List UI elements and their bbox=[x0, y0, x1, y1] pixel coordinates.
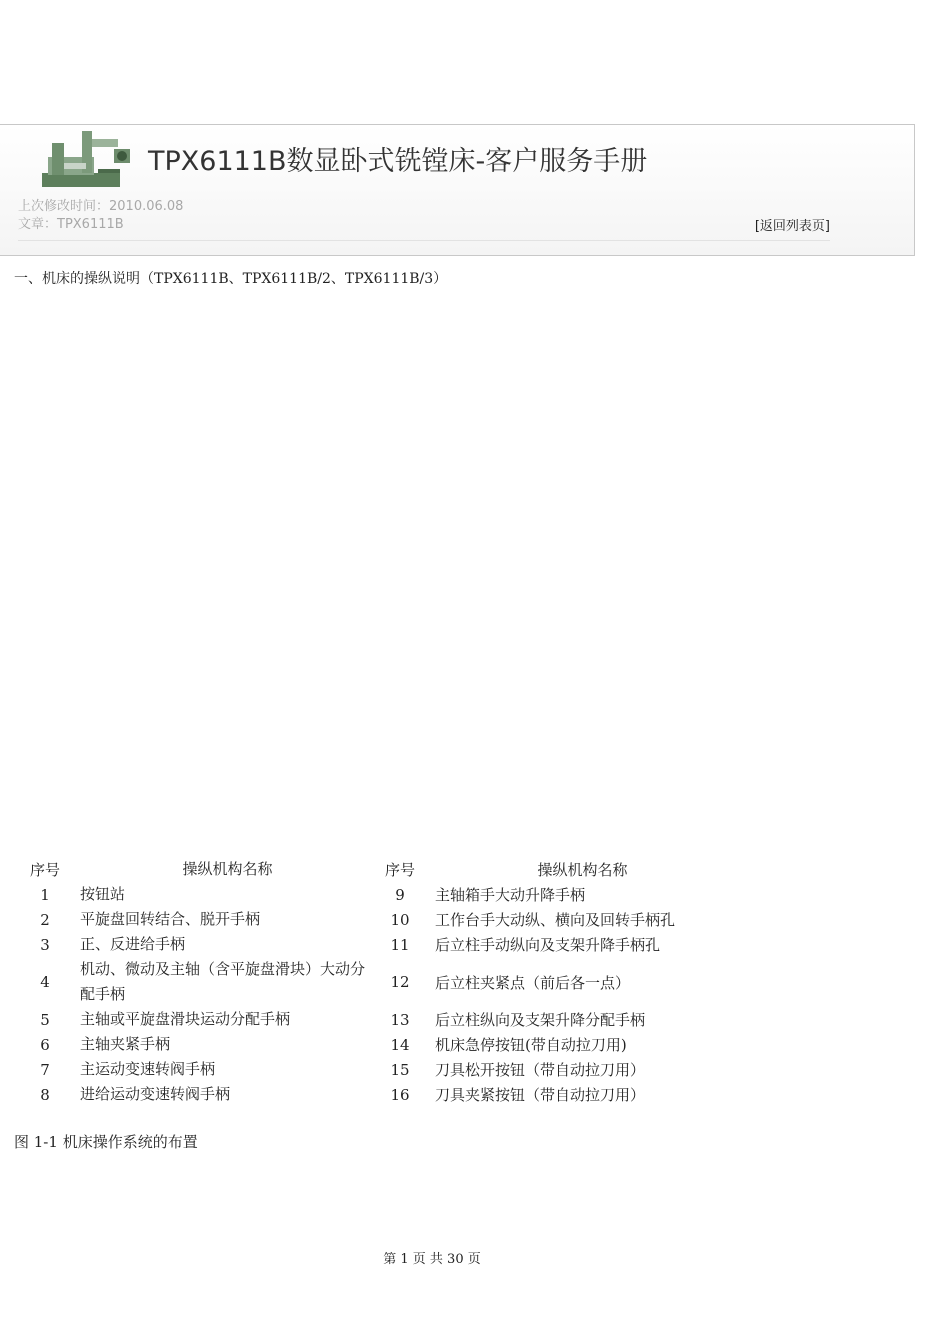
table-row bbox=[20, 1057, 730, 1082]
row-number: 10 bbox=[390, 910, 410, 929]
page-title: TPX6111B数显卧式铣镗床-客户服务手册 bbox=[148, 146, 648, 177]
row-number: 4 bbox=[40, 973, 50, 991]
column-header-number: 序号 bbox=[384, 861, 415, 879]
header-banner bbox=[0, 124, 915, 256]
row-number: 3 bbox=[40, 935, 50, 954]
figure-caption: 图 1-1 机床操作系统的布置 bbox=[14, 1133, 198, 1151]
row-number: 7 bbox=[40, 1060, 50, 1079]
figure-placeholder bbox=[14, 295, 914, 840]
row-number: 12 bbox=[390, 973, 410, 991]
control-name: 主轴或平旋盘滑块运动分配手柄 bbox=[80, 1010, 291, 1028]
table-row bbox=[20, 1082, 730, 1107]
row-number: 5 bbox=[40, 1010, 50, 1029]
milling-machine-logo bbox=[38, 129, 134, 197]
table-header-row bbox=[20, 857, 730, 882]
table-row bbox=[20, 1007, 730, 1032]
row-number: 16 bbox=[390, 1085, 410, 1104]
control-name: 平旋盘回转结合、脱开手柄 bbox=[80, 910, 261, 928]
row-number: 2 bbox=[40, 910, 50, 929]
column-header-number: 序号 bbox=[29, 861, 60, 879]
control-name: 刀具松开按钮（带自动拉刀用） bbox=[435, 1061, 646, 1079]
table-row bbox=[20, 957, 730, 1007]
control-name: 机床急停按钮(带自动拉刀用) bbox=[435, 1036, 627, 1054]
control-name: 主轴箱手大动升降手柄 bbox=[435, 886, 586, 904]
article-label: 文章：TPX6111B bbox=[18, 217, 124, 232]
control-name: 后立柱纵向及支架升降分配手柄 bbox=[435, 1011, 646, 1029]
row-number: 1 bbox=[40, 885, 50, 904]
table-row bbox=[20, 1032, 730, 1057]
table-row bbox=[20, 882, 730, 907]
control-name: 按钮站 bbox=[80, 885, 126, 903]
row-number: 15 bbox=[390, 1060, 410, 1079]
control-name: 工作台手大动纵、横向及回转手柄孔 bbox=[435, 911, 676, 929]
control-name: 后立柱夹紧点（前后各一点） bbox=[435, 973, 631, 992]
column-header-name: 操纵机构名称 bbox=[182, 860, 273, 878]
table-row bbox=[20, 907, 730, 932]
last-modified: 上次修改时间：2010.06.08 bbox=[18, 199, 184, 214]
row-number: 6 bbox=[40, 1035, 50, 1054]
control-name: 后立柱手动纵向及支架升降手柄孔 bbox=[435, 936, 661, 954]
section-heading: 一、机床的操纵说明（TPX6111B、TPX6111B/2、TPX6111B/3） bbox=[14, 271, 448, 287]
control-name: 主运动变速转阀手柄 bbox=[80, 1060, 216, 1078]
row-number: 13 bbox=[390, 1010, 410, 1029]
table-row bbox=[20, 932, 730, 957]
row-number: 8 bbox=[40, 1085, 50, 1104]
control-name: 正、反进给手柄 bbox=[80, 935, 186, 953]
control-name: 进给运动变速转阀手柄 bbox=[80, 1085, 231, 1103]
control-name: 刀具夹紧按钮（带自动拉刀用） bbox=[435, 1086, 646, 1104]
control-name: 机动、微动及主轴（含平旋盘滑块）大动分配手柄 bbox=[80, 960, 366, 1003]
row-number: 11 bbox=[390, 935, 410, 954]
column-header-name: 操纵机构名称 bbox=[537, 861, 628, 879]
control-name: 主轴夹紧手柄 bbox=[80, 1035, 171, 1053]
row-number: 9 bbox=[395, 885, 405, 904]
header-divider bbox=[18, 240, 830, 241]
back-to-list-link[interactable]: [返回列表页] bbox=[754, 219, 830, 234]
row-number: 14 bbox=[390, 1035, 410, 1054]
page-footer: 第 1 页 共 30 页 bbox=[383, 1252, 481, 1267]
controls-table bbox=[20, 857, 730, 1107]
